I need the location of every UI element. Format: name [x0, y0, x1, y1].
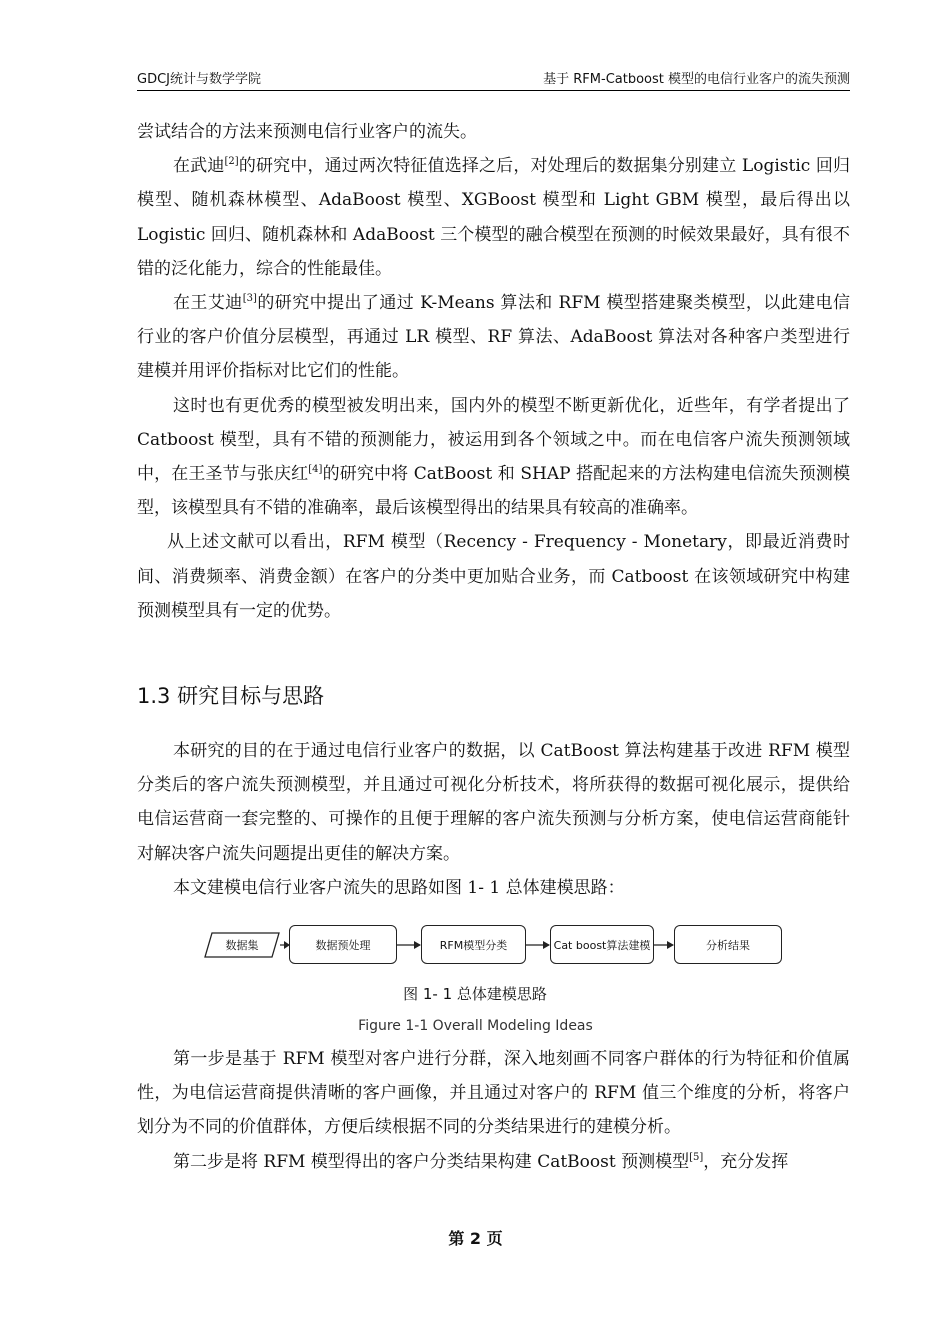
paragraph: 在武迪[2]的研究中，通过两次特征值选择之后，对处理后的数据集分别建立 Logistic 回归模型、随机森林模型、AdaBoost 模型、XGBoost 模型和 Light GBM 模型，最后得出以 Logistic 回归、随机森林和 AdaBoost 三个模型的融合模型在预测的时候效果最好，具有很不错的泛化能力，综合的性能最佳。 [137, 156, 851, 279]
citation: [2] [224, 156, 239, 168]
paragraph: 在王艾迪[3]的研究中提出了通过 K-Means 算法和 RFM 模型搭建聚类模型，以此建电信行业的客户价值分层模型，再通过 LR 模型、RF 算法、AdaBoost 算法对各种客户类型进行建模并用评价指标对比它们的性能。 [137, 293, 850, 382]
paragraph: 本文建模电信行业客户流失的思路如图 1- 1 总体建模思路： [173, 877, 625, 898]
arrow-icon [397, 935, 421, 955]
paragraph: 尝试结合的方法来预测电信行业客户的流失。 [137, 122, 477, 142]
header-right: 基于 RFM-Catboost 模型的电信行业客户的流失预测 [543, 72, 850, 87]
flow-node-rfm: RFM模型分类 [421, 925, 526, 964]
flow-node-result: 分析结果 [674, 925, 782, 964]
running-header [137, 66, 850, 88]
flow-node-label: 数据集 [225, 939, 259, 952]
paragraph: 第二步是将 RFM 模型得出的客户分类结果构建 CatBoost 预测模型[5]，充分发挥 [173, 1151, 789, 1172]
flow-node-catboost: Cat boost算法建模 [550, 925, 654, 964]
paragraph: 从上述文献可以看出，RFM 模型（Recency - Frequency - Monetary，即最近消费时间、消费频率、消费金额）在客户的分类中更加贴合业务，而 Catboost 在该领域研究中构建预测模型具有一定的优势。 [137, 532, 850, 621]
citation: [3] [242, 293, 257, 305]
citation: [5] [689, 1151, 704, 1163]
figure-caption-cn: 图 1- 1 总体建模思路 [403, 985, 547, 1003]
paragraph: 本研究的目的在于通过电信行业客户的数据，以 CatBoost 算法构建基于改进 RFM 模型分类后的客户流失预测模型，并且通过可视化分析技术，将所获得的数据可视化展示，提供给电信运营商一套完整的、可操作的且便于理解的客户流失预测与分析方案，使电信运营商能针对解决客户流失问题提出更佳的解决方案。 [137, 741, 850, 864]
section-body [137, 734, 850, 905]
flowchart [198, 922, 788, 970]
paragraph: 第一步是基于 RFM 模型对客户进行分群，深入地刻画不同客户群体的行为特征和价值属性，为电信运营商提供清晰的客户画像，并且通过对客户的 RFM 值三个维度的分析，将客户划分为不同的价值群体，方便后续根据不同的分类结果进行的建模分析。 [137, 1049, 850, 1138]
paragraph: 这时也有更优秀的模型被发明出来，国内外的模型不断更新优化，近些年，有学者提出了 Catboost 模型，具有不错的预测能力，被运用到各个领域之中。而在电信客户流失预测领域中，在王圣节与张庆红[4]的研究中将 CatBoost 和 SHAP 搭配起来的方法构建电信流失预测模型，该模型具有不错的准确率，最后该模型得出的结果具有较高的准确率。 [137, 395, 851, 519]
arrow-icon [654, 935, 674, 955]
section-heading: 1.3 研究目标与思路 [137, 684, 325, 708]
citation: [4] [308, 464, 323, 476]
flow-node-dataset [204, 932, 280, 958]
arrow-icon [526, 935, 550, 955]
flow-node-preprocess: 数据预处理 [289, 925, 397, 964]
body-text [137, 115, 850, 628]
after-figure-text [137, 1042, 850, 1179]
header-rule [137, 90, 850, 91]
figure-caption-en: Figure 1-1 Overall Modeling Ideas [358, 1018, 593, 1034]
header-left: GDCJ统计与数学学院 [137, 72, 261, 87]
page-number: 第 2 页 [448, 1229, 503, 1248]
